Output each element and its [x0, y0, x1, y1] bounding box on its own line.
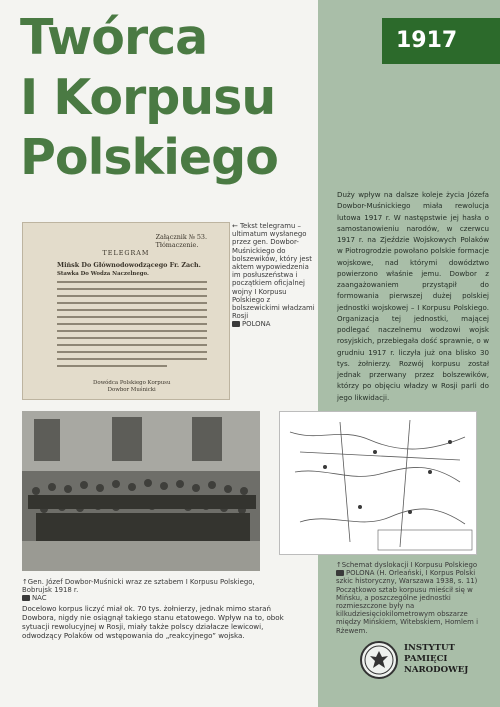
photo-caption — [22, 578, 282, 603]
telegram-sign-line-2: Dowbor Muśnicki — [107, 387, 156, 393]
telegram-reference — [156, 233, 207, 249]
map-note: Początkowo sztab korpusu mieścił się w Mińsku, a poszczególne jednostki rozmieszczone były na kilkudziesięciokilometrowym obszarze między Mińskiem, Witebskiem, Homlem i Rżewem. — [336, 585, 478, 635]
telegram-text-line — [57, 323, 207, 325]
telegram-signature — [93, 380, 170, 394]
telegram-text-line — [57, 302, 207, 304]
title-line-1: Twórca — [20, 9, 208, 66]
telegram-greeting: Stawka Do Wodza Naczelnego. — [57, 271, 149, 277]
year-badge: 1917 — [382, 18, 500, 64]
telegram-text-line — [57, 358, 207, 360]
staff-photo — [22, 411, 260, 571]
institute-name — [404, 643, 468, 676]
map-caption — [336, 561, 486, 635]
telegram-text-line — [57, 337, 207, 339]
telegram-text-line — [57, 351, 207, 353]
map-source: POLONA (H. Orleański, I Korpus Polski szkic historyczny, Warszawa 1938, s. 11) — [336, 569, 478, 586]
title-line-2: I Korpusu — [20, 69, 276, 126]
telegram-heading: TELEGRAM — [102, 249, 150, 257]
telegram-source: POLONA — [242, 320, 271, 329]
telegram-ref-line-2: Tłómaczenie. — [155, 241, 199, 249]
institute-line-3: NARODOWEJ — [404, 665, 469, 675]
telegram-text-line — [57, 330, 207, 332]
telegram-text-line — [57, 365, 167, 367]
telegram-sign-line-1: Dowódca Polskiego Korpusu — [93, 380, 171, 386]
camera-icon — [336, 570, 344, 576]
telegram-text-line — [57, 288, 207, 290]
telegram-document — [22, 222, 230, 400]
bottom-text: Docelowo korpus liczyć miał ok. 70 tys. żołnierzy, jednak mimo starań Dowbora, nigdy nie osiągnął takiego stanu etatowego. Wpływ na to, obok sytuacji rewolucyjnej w Rosji, miały także polscy działacze lewicowi, odwodzący Polaków od wstępowania do „reakcyjnego” wojska. — [22, 604, 284, 640]
title-line-3: Polskiego — [20, 129, 278, 186]
staff-photo-image — [22, 411, 260, 571]
telegram-text-line — [57, 316, 207, 318]
main-text: Duży wpływ na dalsze koleje życia Józefa Dowbor-Muśnickiego miała rewolucja lutowa 1917 r. W następstwie jej hasła o samostanowieniu narodów, w czerwcu 1917 r. na Zjeździe Wojskowych Polaków w Piotrogrodzie powołano polskie formacje wojskowe, nad którymi dowództwo powierzono właśnie jemu. Dowbor z zaangażowaniem przystąpił do formowania pierwszej dużej polskiej jednostki wojskowej – I Korpusu Polskiego. Organizacja tej jednostki, mającej podlegać naczelnemu wodzowi wojsk rosyjskich, przebiegała dość sprawnie, o w grudniu 1917 r. liczyła już ona blisko 30 tys. żołnierzy. Rozwój korpusu został jednak przerwany przez bolszewików, którzy po objęciu władzy w Rosji parli do jego likwidacji. — [337, 190, 489, 402]
telegram-text-line — [57, 344, 207, 346]
telegram-text-line — [57, 281, 207, 283]
dislocation-map — [279, 411, 477, 555]
telegram-ref-line-1: Załącznik № 53. — [155, 233, 207, 241]
camera-icon — [22, 595, 30, 601]
eagle-emblem-icon — [360, 641, 398, 679]
institute-line-1: INSTYTUT — [404, 643, 455, 653]
photo-caption-text: ↑Gen. Józef Dowbor-Muśnicki wraz ze sztabem I Korpusu Polskiego, Bobrujsk 1918 r. — [22, 578, 255, 595]
telegram-caption-text: ← Tekst telegramu – ultimatum wysłanego przez gen. Dowbor-Muśnickiego do bolszewików, który jest aktem wypowiedzenia im posłuszeństwa i początkiem oficjalnej wojny I Korpusu Polskiego z bolszewickimi władzami Rosji — [232, 222, 315, 321]
institute-line-2: PAMIĘCI — [404, 654, 448, 664]
photo-source: NAC — [32, 594, 47, 603]
telegram-text-line — [57, 309, 207, 311]
telegram-address: Mińsk Do Głównodowodzącego Fr. Zach. — [57, 261, 201, 269]
camera-icon — [232, 321, 240, 327]
map-caption-text: ↑Schemat dyslokacji I Korpusu Polskiego — [336, 561, 478, 569]
telegram-caption — [232, 222, 316, 329]
dislocation-map-image — [280, 412, 476, 554]
page-title — [20, 8, 278, 188]
telegram-text-line — [57, 295, 207, 297]
